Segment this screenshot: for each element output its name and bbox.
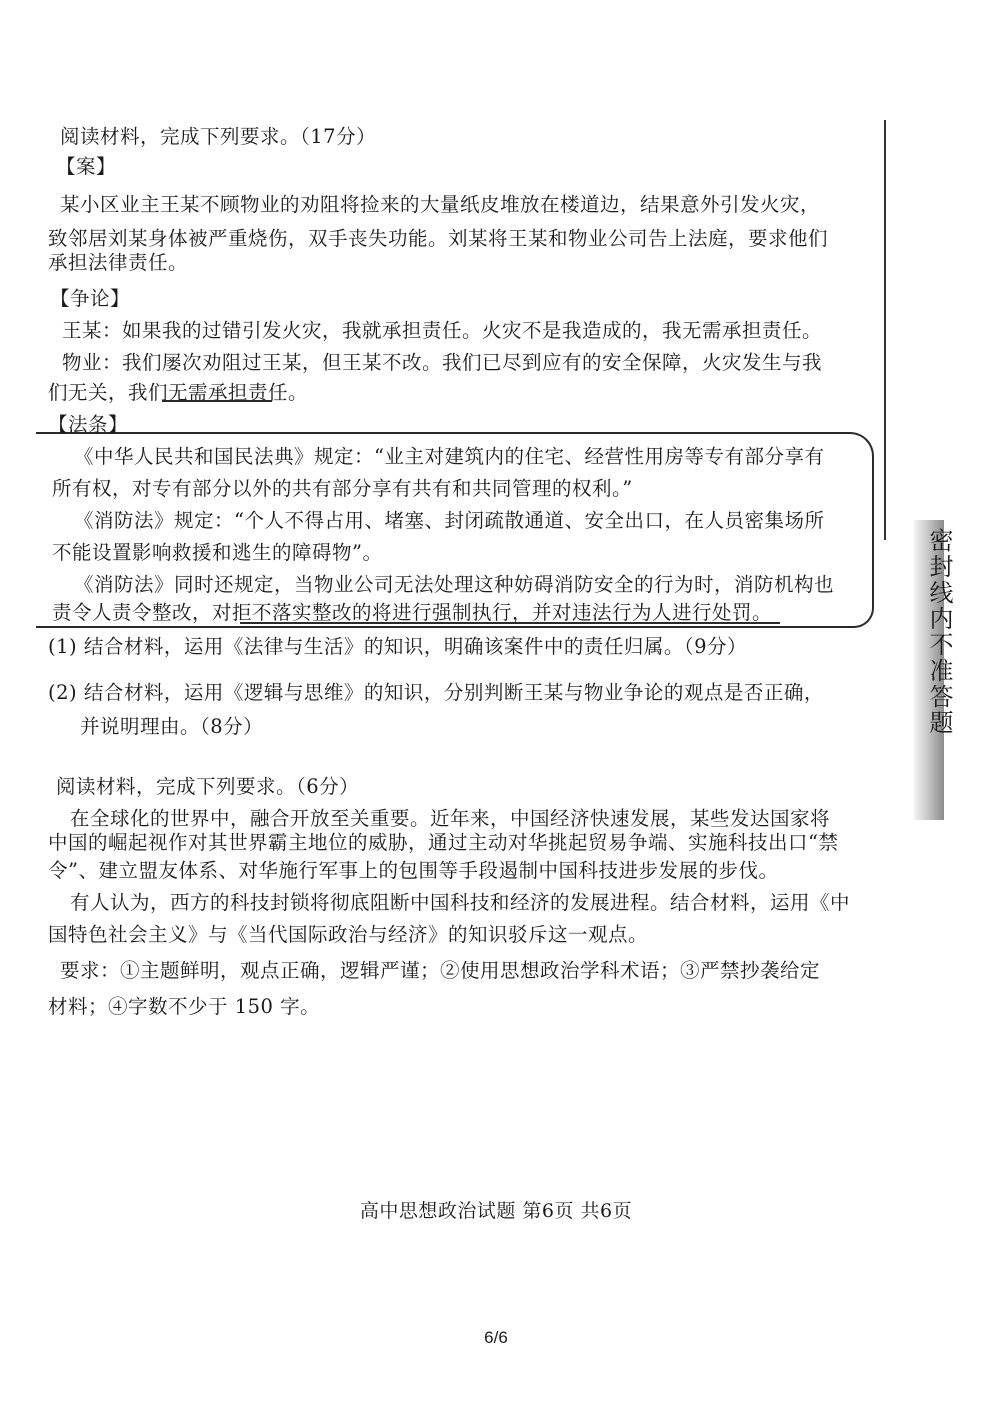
- q1-debate-line: 们无关，我们无需承担责任。: [48, 381, 309, 404]
- page-footer: 高中思想政治试题 第6页 共6页: [359, 1200, 633, 1222]
- q1-case-line: 承担法律责任。: [48, 251, 189, 274]
- q2-requirements-cont: 材料；④字数不少于 150 字。: [48, 995, 321, 1018]
- q2-line: 令”、建立盟友体系、对华施行军事上的包围等手段遏制中国科技进步发展的步伐。: [48, 859, 779, 882]
- q1-sub-question-2: (2) 结合材料，运用《逻辑与思维》的知识，分别判断王某与物业争论的观点是否正确，: [48, 681, 824, 704]
- q1-debate-tag: 【争论】: [50, 287, 131, 310]
- q2-line: 有人认为，西方的科技封锁将彻底阻断中国科技和经济的发展进程。结合材料，运用《中: [70, 891, 851, 914]
- q1-law-line: 责令人责令整改，对拒不落实整改的将进行强制执行，并对违法行为人进行处罚。: [52, 601, 773, 624]
- q1-case-tag: 【案】: [56, 155, 117, 178]
- q1-sub-question-1: (1) 结合材料，运用《法律与生活》的知识，明确该案件中的责任归属。（9分）: [48, 635, 747, 658]
- q1-intro: 阅读材料，完成下列要求。（17分）: [60, 125, 377, 148]
- handwritten-underline: [240, 622, 780, 624]
- q1-law-line: 《中华人民共和国民法典》规定：“业主对建筑内的住宅、经营性用房等专有部分享有: [74, 445, 825, 468]
- q1-law-line: 《消防法》规定：“个人不得占用、堵塞、封闭疏散通道、安全出口，在人员密集场所: [74, 509, 825, 532]
- binding-line: [884, 120, 886, 540]
- handwritten-underline: [162, 400, 272, 402]
- q2-intro: 阅读材料，完成下列要求。（6分）: [56, 775, 360, 798]
- q2-line: 中国的崛起视作对其世界霸主地位的威胁，通过主动对华挑起贸易争端、实施科技出口“禁: [48, 831, 839, 854]
- q2-requirements: 要求：①主题鲜明，观点正确，逻辑严谨；②使用思想政治学科术语；③严禁抄袭给定: [60, 959, 821, 982]
- q1-law-line: 《消防法》同时还规定，当物业公司无法处理这种妨碍消防安全的行为时，消防机构也: [74, 573, 835, 596]
- q1-debate-line: 王某：如果我的过错引发火灾，我就承担责任。火灾不是我造成的，我无需承担责任。: [62, 319, 823, 342]
- page-indicator: 6/6: [484, 1328, 508, 1347]
- q2-line: 国特色社会主义》与《当代国际政治与经济》的知识驳斥这一观点。: [48, 923, 649, 946]
- q1-debate-line: 物业：我们屡次劝阻过王某，但王某不改。我们已尽到应有的安全保障，火灾发生与我: [62, 351, 823, 374]
- q1-law-tag: 【法条】: [48, 413, 129, 436]
- q1-law-line: 所有权，对专有部分以外的共有部分享有共有和共同管理的权利。”: [52, 477, 633, 500]
- binding-margin-text: 密封线内不准答题: [925, 528, 953, 736]
- q1-sub-question-2-cont: 并说明理由。（8分）: [80, 715, 264, 738]
- q1-case-line: 致邻居刘某身体被严重烧伤，双手丧失功能。刘某将王某和物业公司告上法庭，要求他们: [48, 227, 829, 250]
- q1-law-line: 不能设置影响救援和逃生的障碍物”。: [52, 541, 383, 564]
- q1-case-line: 某小区业主王某不顾物业的劝阻将捡来的大量纸皮堆放在楼道边，结果意外引发火灾，: [60, 193, 821, 216]
- q2-line: 在全球化的世界中，融合开放至关重要。近年来，中国经济快速发展，某些发达国家将: [70, 807, 831, 830]
